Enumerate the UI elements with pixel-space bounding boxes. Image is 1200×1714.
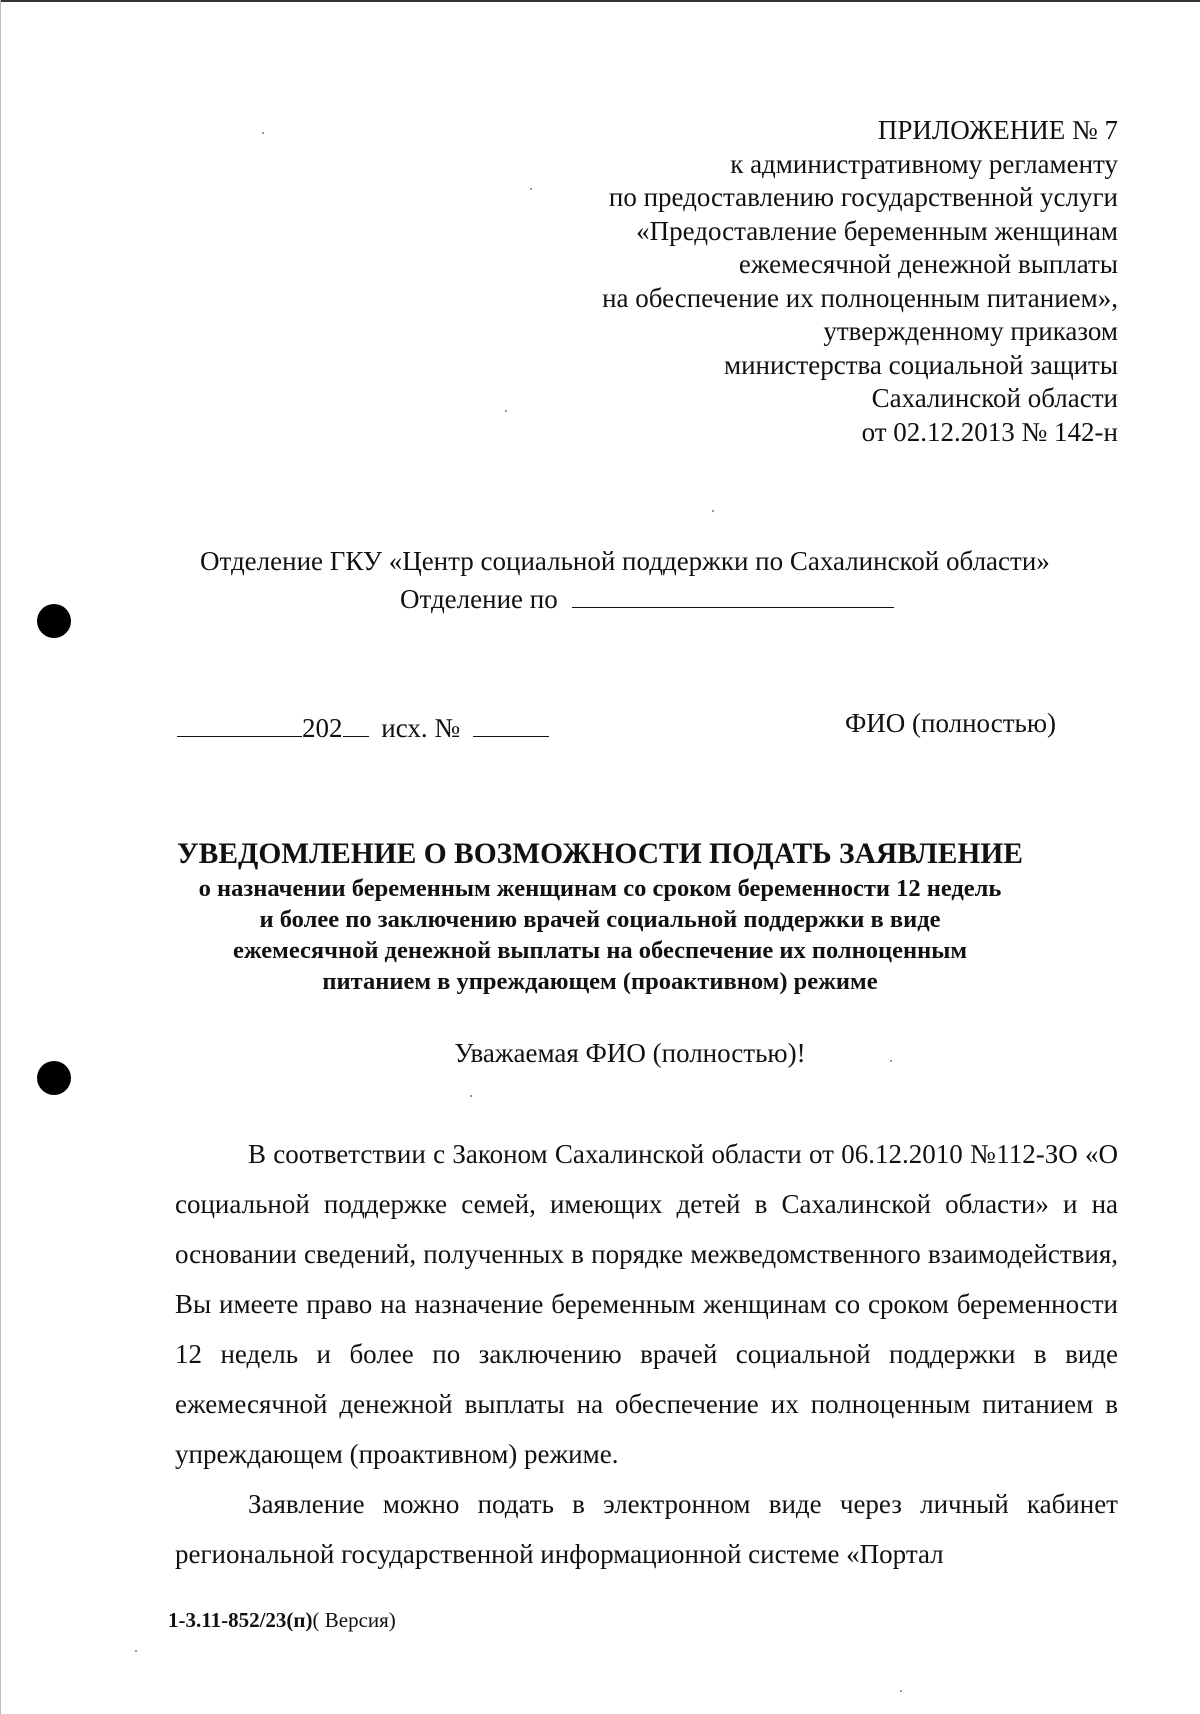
punch-hole: [37, 604, 71, 638]
document-footer: [168, 1608, 396, 1633]
scan-speck: [505, 410, 507, 412]
year-suffix-field[interactable]: [343, 708, 369, 737]
scan-speck: [712, 510, 714, 512]
notice-subtitle-line: и более по заключению врачей социальной поддержки в виде: [259, 906, 941, 933]
year-label: 202: [302, 713, 343, 743]
notice-title: УВЕДОМЛЕНИЕ О ВОЗМОЖНОСТИ ПОДАТЬ ЗАЯВЛЕНИЕ: [177, 838, 1023, 870]
document-version: ( Версия): [312, 1608, 396, 1632]
appendix-line: ежемесячной денежной выплаты: [738, 249, 1118, 279]
appendix-title: ПРИЛОЖЕНИЕ № 7: [877, 115, 1118, 145]
department-branch-line: [400, 579, 894, 617]
appendix-line: министерства социальной защиты: [724, 349, 1118, 380]
body-paragraph: В соответствии с Законом Сахалинской области от 06.12.2010 №112-ЗО «О социальной поддержке семей, имеющих детей в Сахалинской области» и на основании сведений, полученных в порядке межведомственного взаимодействия, Вы имеете право на назначение беременным женщинам со сроком беременности 12 недель и более по заключению врачей социальной поддержки в виде ежемесячной денежной выплаты на обеспечение их полноценным питанием в упреждающем (проактивном) режиме.: [175, 1139, 1118, 1469]
appendix-line: утвержденному приказом: [823, 316, 1118, 346]
department-branch-field[interactable]: [572, 579, 894, 608]
scan-speck: [470, 1095, 472, 1097]
date-field[interactable]: [177, 708, 302, 737]
outgoing-number-label: исх. №: [381, 713, 461, 743]
notice-subtitle-line: о назначении беременным женщинам со сроком беременности 12 недель: [198, 875, 1002, 902]
appendix-line: «Предоставление беременным женщинам: [636, 215, 1118, 246]
notice-subtitle-line: питанием в упреждающем (проактивном) режиме: [322, 968, 878, 995]
appendix-line: Сахалинской области: [871, 383, 1118, 413]
appendix-date-line: от 02.12.2013 № 142-н: [861, 416, 1118, 447]
appendix-line: к административному регламенту: [730, 148, 1118, 179]
appendix-line: по предоставлению государственной услуги: [608, 182, 1118, 212]
scan-speck: [530, 188, 532, 190]
notice-subtitle-line: ежемесячной денежной выплаты на обеспечение их полноценным: [232, 937, 968, 964]
outgoing-number-line: [177, 708, 549, 744]
notice-title-block: [100, 835, 1100, 997]
appendix-header: [602, 114, 1118, 449]
scan-speck: [900, 1690, 902, 1692]
scan-edge-left: [0, 0, 1, 1714]
outgoing-number-field[interactable]: [473, 708, 549, 737]
body-text: [175, 1129, 1118, 1579]
scan-speck: [135, 1650, 137, 1652]
greeting: Уважаемая ФИО (полностью)!: [454, 1038, 806, 1068]
department-branch-label: Отделение по: [400, 584, 558, 614]
scan-speck: [890, 1060, 892, 1062]
document-code: 1-3.11-852/23(п): [168, 1608, 313, 1632]
appendix-line: на обеспечение их полноценным питанием»,: [602, 282, 1118, 313]
scan-edge-top: [0, 0, 1200, 2]
recipient-fio: ФИО (полностью): [844, 708, 1056, 738]
scan-speck: [262, 132, 264, 134]
body-paragraph: Заявление можно подать в электронном виде через личный кабинет региональной государственной информационной системе «Портал: [175, 1489, 1118, 1569]
department-name: Отделение ГКУ «Центр социальной поддержки по Сахалинской области»: [200, 546, 1050, 576]
